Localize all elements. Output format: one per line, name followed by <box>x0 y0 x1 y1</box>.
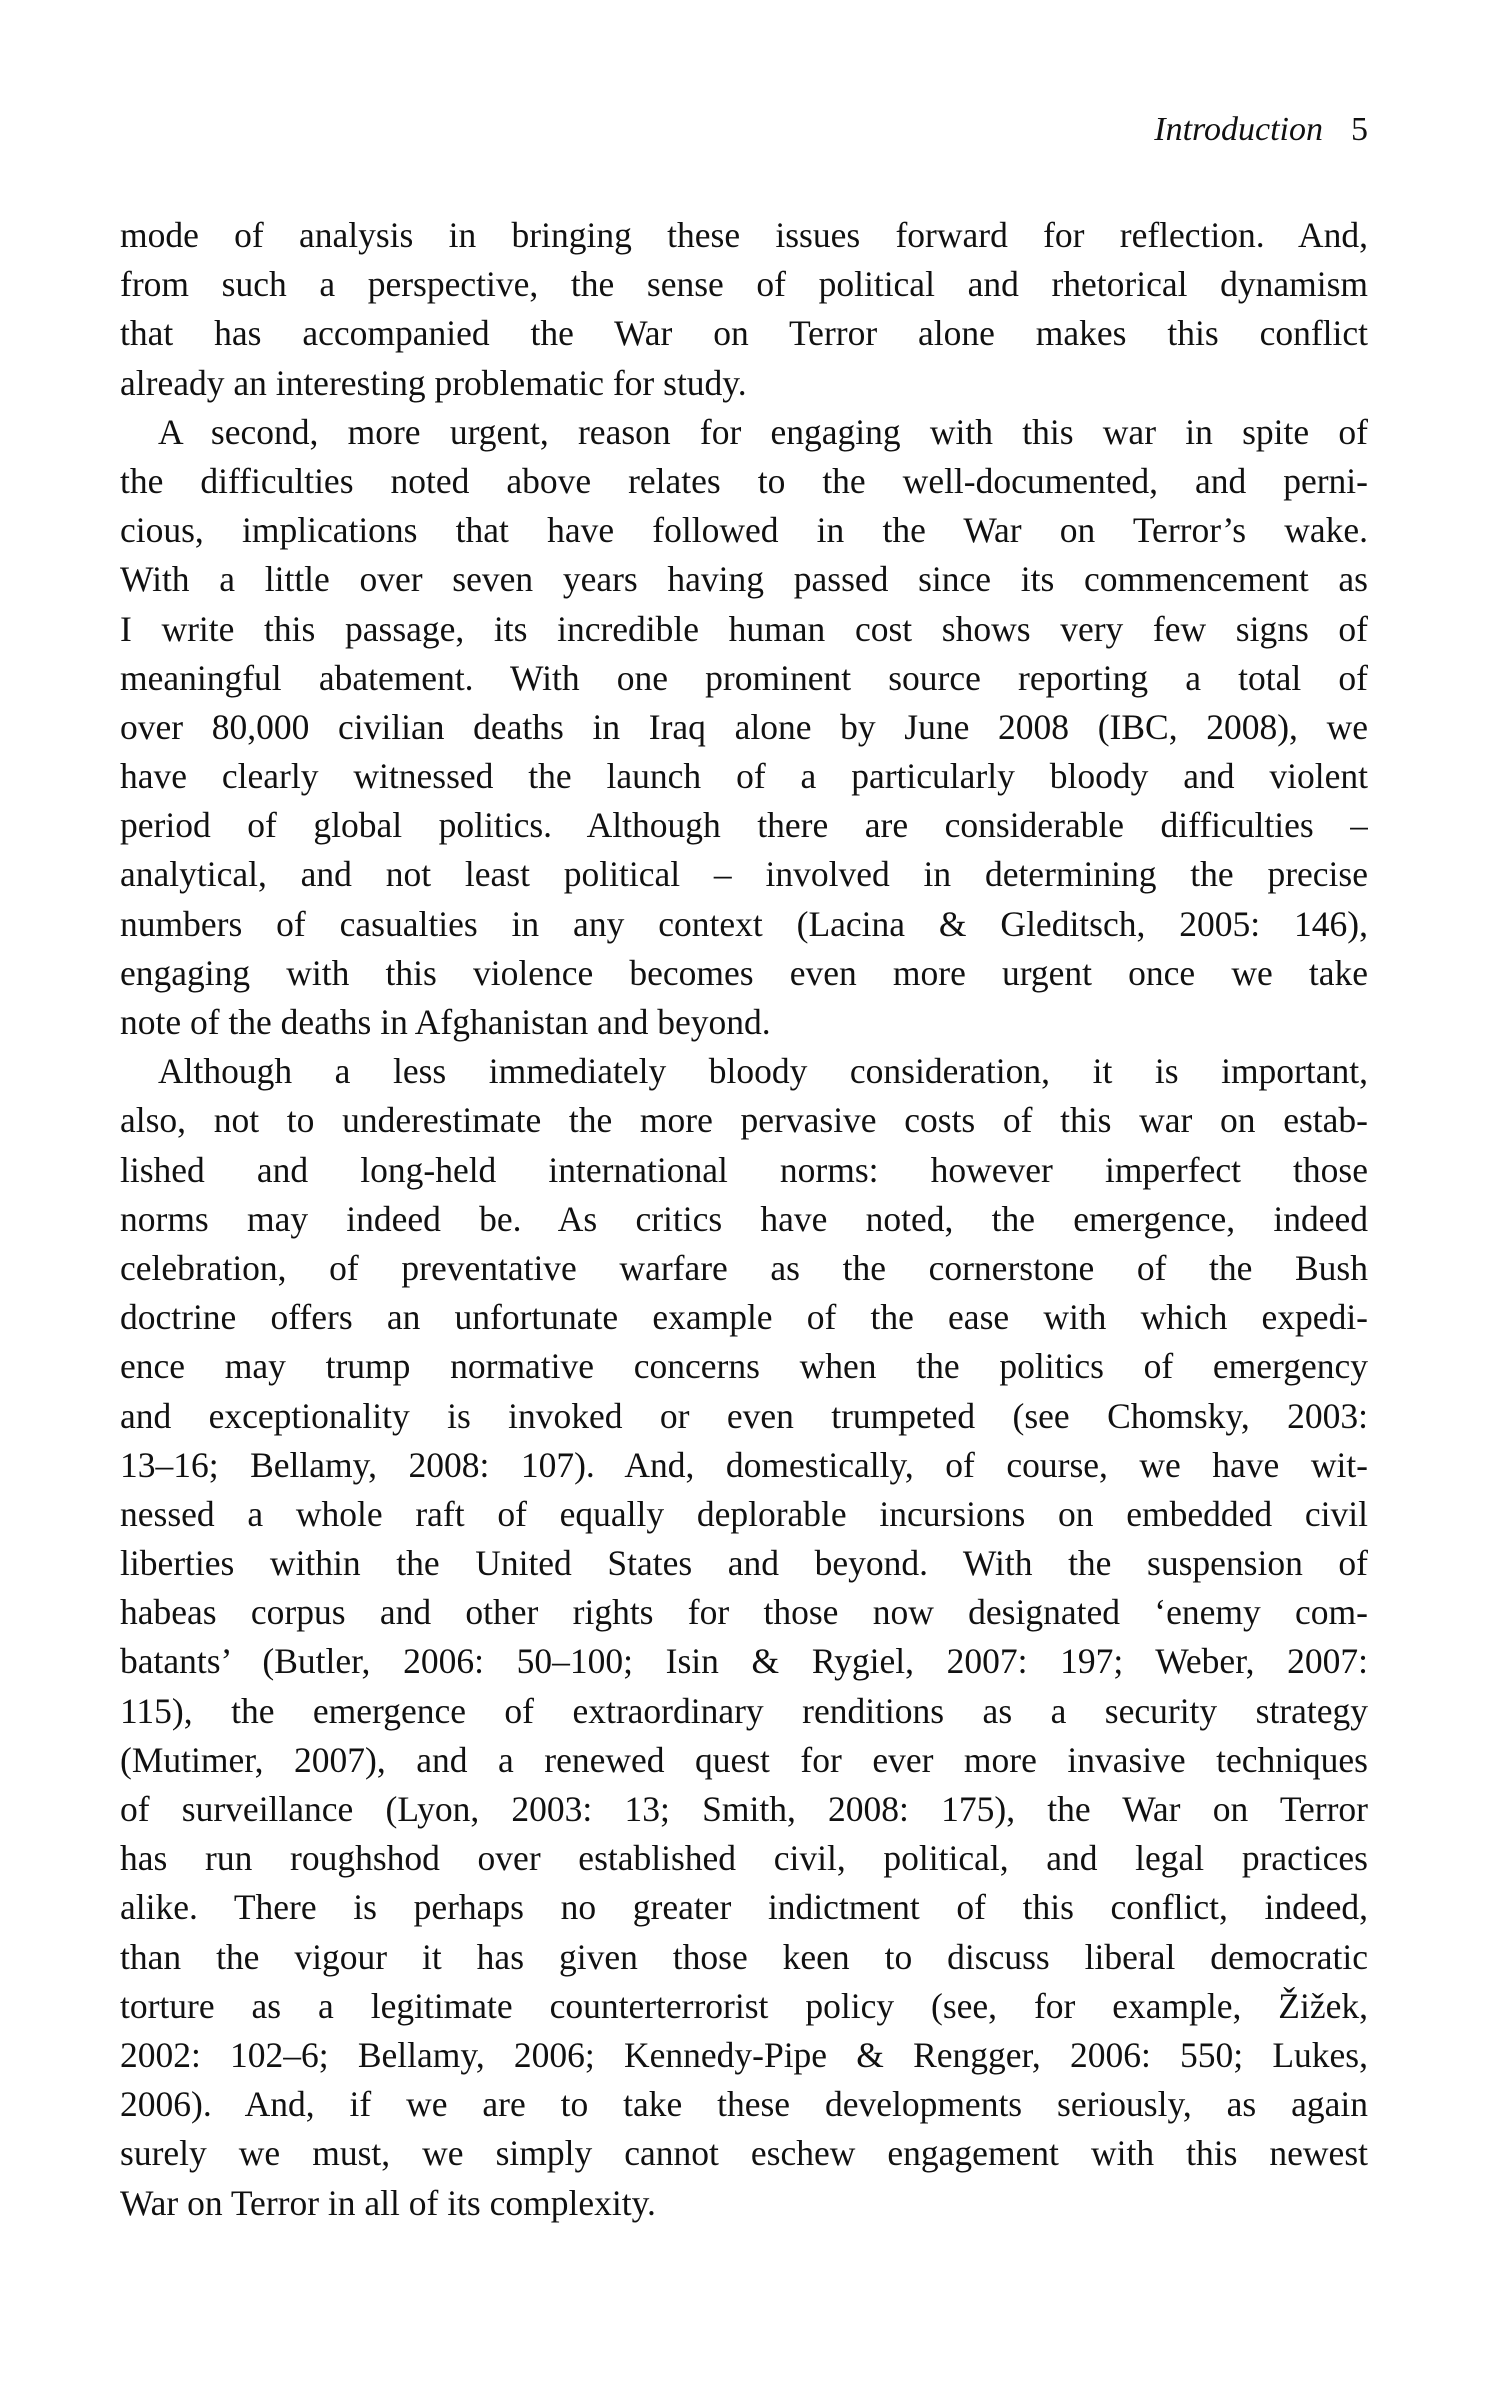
running-head <box>1154 110 1368 150</box>
running-head-title: Introduction <box>1154 111 1323 148</box>
paragraph <box>120 211 1368 408</box>
text-line: torture as a legitimate counterterrorist policy (see, for example, Žižek, <box>120 1985 1368 2026</box>
text-line: 2006). And, if we are to take these developments seriously, as again <box>120 2084 1368 2125</box>
text-line: note of the deaths in Afghanistan and beyond. <box>120 1002 771 1042</box>
text-line: and exceptionality is invoked or even trumpeted (see Chomsky, 2003: <box>120 1395 1368 1436</box>
text-line: doctrine offers an unfortunate example of the ease with which expedi- <box>120 1297 1368 1338</box>
text-line: already an interesting problematic for study. <box>120 362 747 403</box>
text-line: numbers of casualties in any context (Lacina & Gleditsch, 2005: 146), <box>120 903 1368 944</box>
page-number: 5 <box>1351 111 1368 148</box>
text-line: period of global politics. Although there are considerable difficulties – <box>120 805 1368 846</box>
text-line: than the vigour it has given those keen to discuss liberal democratic <box>120 1936 1368 1977</box>
text-line: have clearly witnessed the launch of a particularly bloody and violent <box>120 756 1368 797</box>
text-line: A second, more urgent, reason for engaging with this war in spite of <box>158 411 1368 452</box>
text-line: has run roughshod over established civil, political, and legal practices <box>120 1838 1368 1879</box>
paragraph <box>120 408 1368 1047</box>
text-line: of surveillance (Lyon, 2003: 13; Smith, 2008: 175), the War on Terror <box>120 1789 1368 1829</box>
text-line: 115), the emergence of extraordinary renditions as a security strategy <box>120 1690 1368 1731</box>
text-line: the difficulties noted above relates to the well-documented, and perni- <box>120 460 1368 501</box>
text-line: lished and long-held international norms: however imperfect those <box>120 1149 1368 1190</box>
text-line: mode of analysis in bringing these issues forward for reflection. And, <box>120 215 1368 255</box>
text-line: Although a less immediately bloody consideration, it is important, <box>158 1051 1368 1092</box>
text-line: surely we must, we simply cannot eschew engagement with this newest <box>120 2133 1368 2174</box>
text-line: norms may indeed be. As critics have noted, the emergence, indeed <box>120 1198 1368 1239</box>
text-line: meaningful abatement. With one prominent source reporting a total of <box>120 657 1368 698</box>
text-line: ence may trump normative concerns when the politics of emergency <box>120 1346 1368 1387</box>
text-line: cious, implications that have followed in the War on Terror’s wake. <box>120 510 1368 551</box>
text-line: over 80,000 civilian deaths in Iraq alone by June 2008 (IBC, 2008), we <box>120 706 1368 747</box>
text-line: from such a perspective, the sense of political and rhetorical dynamism <box>120 264 1368 305</box>
text-line: nessed a whole raft of equally deplorable incursions on embedded civil <box>120 1493 1368 1534</box>
text-line: that has accompanied the War on Terror alone makes this conflict <box>120 313 1368 354</box>
text-line: 13–16; Bellamy, 2008: 107). And, domestically, of course, we have wit- <box>120 1444 1368 1485</box>
text-line: I write this passage, its incredible human cost shows very few signs of <box>120 608 1368 649</box>
text-line: 2002: 102–6; Bellamy, 2006; Kennedy-Pipe & Rengger, 2006: 550; Lukes, <box>120 2034 1368 2075</box>
text-line: batants’ (Butler, 2006: 50–100; Isin & Rygiel, 2007: 197; Weber, 2007: <box>120 1641 1368 1682</box>
text-line: engaging with this violence becomes even more urgent once we take <box>120 952 1368 993</box>
text-line: With a little over seven years having passed since its commencement as <box>120 559 1368 600</box>
text-line: also, not to underestimate the more pervasive costs of this war on estab- <box>120 1100 1368 1141</box>
text-line: habeas corpus and other rights for those now designated ‘enemy com- <box>120 1592 1368 1633</box>
text-line: celebration, of preventative warfare as the cornerstone of the Bush <box>120 1247 1368 1288</box>
text-line: (Mutimer, 2007), and a renewed quest for ever more invasive techniques <box>120 1739 1368 1780</box>
paragraph <box>120 1047 1368 2228</box>
text-line: alike. There is perhaps no greater indictment of this conflict, indeed, <box>120 1887 1368 1928</box>
text-line: War on Terror in all of its complexity. <box>120 2182 656 2223</box>
text-line: liberties within the United States and beyond. With the suspension of <box>120 1543 1368 1584</box>
body-text <box>120 211 1368 2228</box>
text-line: analytical, and not least political – involved in determining the precise <box>120 854 1368 895</box>
